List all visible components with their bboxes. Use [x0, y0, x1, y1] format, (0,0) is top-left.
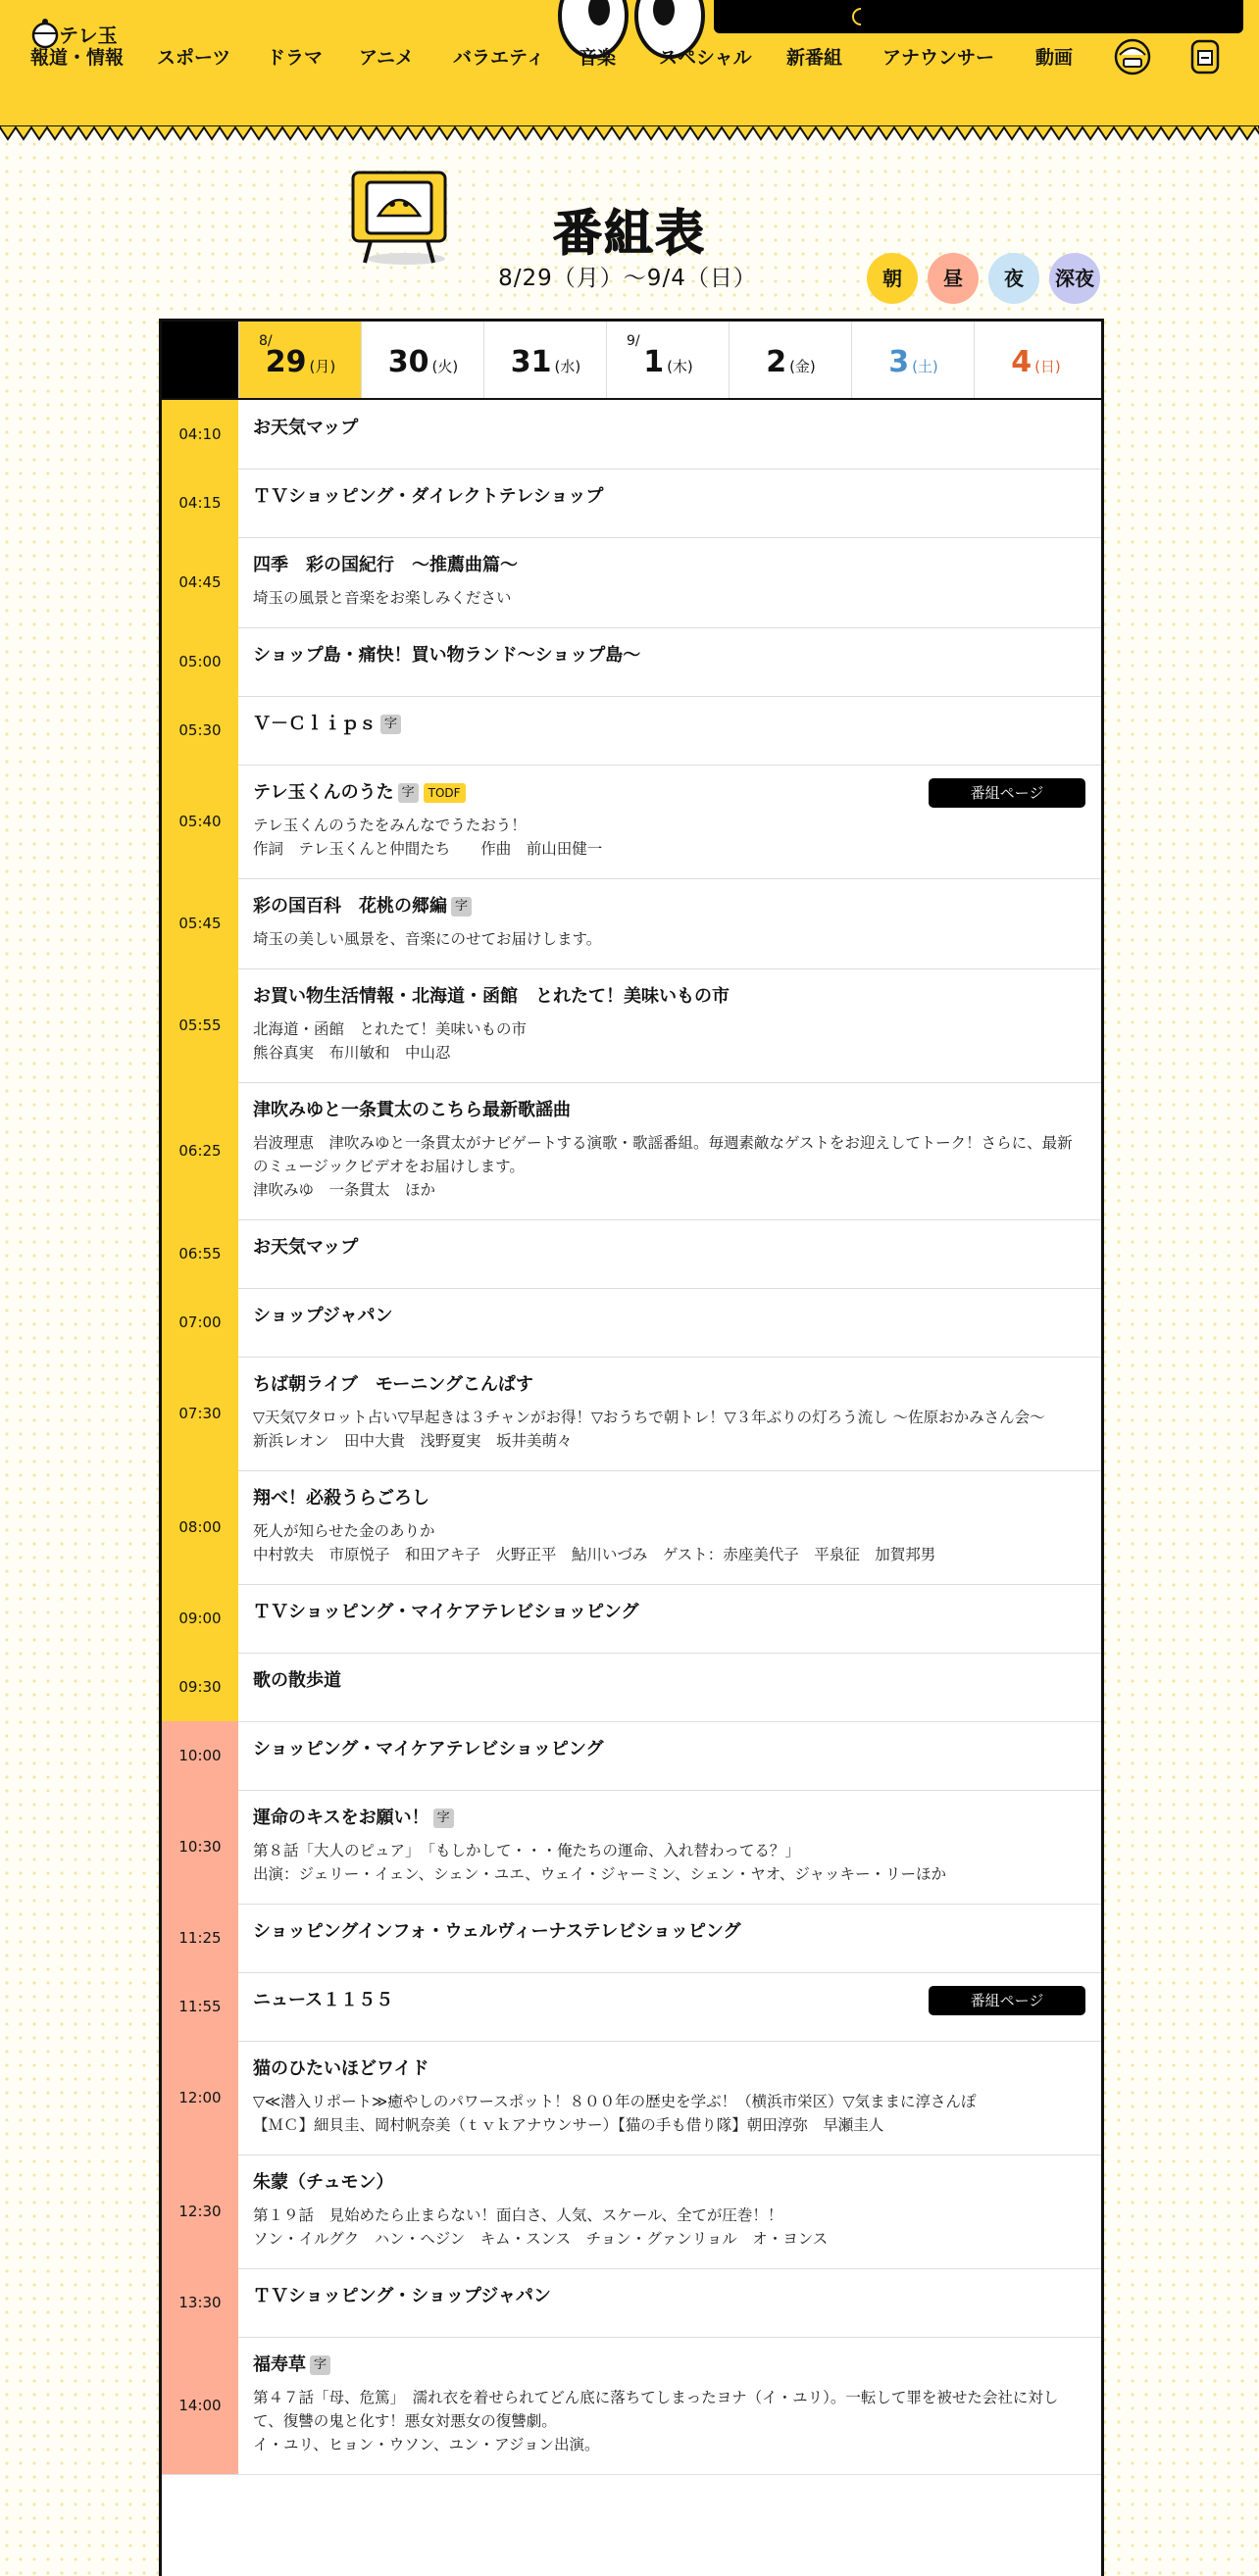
day-weekday: (水): [554, 358, 581, 375]
program-row[interactable]: [162, 627, 1101, 697]
program-title[interactable]: [253, 643, 1077, 669]
program-title[interactable]: [253, 2353, 1077, 2378]
time-filter-noon[interactable]: 昼: [928, 253, 979, 304]
program-body: [253, 1372, 1077, 1453]
program-time: 09:30: [162, 1653, 238, 1721]
program-body: [253, 2056, 1077, 2137]
program-body: [253, 484, 1077, 510]
program-title-text: ショップ島・痛快！買い物ランド～ショップ島～: [253, 645, 641, 666]
day-tab[interactable]: [361, 322, 484, 398]
program-body: [253, 643, 1077, 669]
day-weekday: (月): [309, 358, 336, 375]
program-time: 05:45: [162, 878, 238, 968]
program-body: [253, 553, 1077, 610]
program-description: [253, 1839, 1077, 1886]
program-description-line: イ・ユリ、ヒョン・ウソン、ユン・アジョン出演。: [253, 2436, 600, 2453]
day-number: 30: [387, 345, 429, 379]
program-row[interactable]: [162, 2268, 1101, 2338]
day-label: [730, 345, 852, 379]
nav-videos[interactable]: 動画: [1035, 47, 1074, 69]
day-number: 31: [510, 345, 552, 379]
program-description-line: 出演：ジェリー・イェン、シェン・ユエ、ウェイ・ジャーミン、シェン・ヤオ、ジャッキー・リーほか: [253, 1865, 947, 1883]
nav-sports[interactable]: スポーツ: [157, 47, 231, 69]
program-row[interactable]: [162, 1904, 1101, 1973]
subtitle-badge: 字: [310, 2355, 330, 2375]
main-nav: [0, 43, 1259, 78]
program-time: 12:00: [162, 2041, 238, 2155]
todf-badge: TODF: [424, 783, 466, 803]
program-title[interactable]: [253, 984, 1077, 1010]
program-title-text: 朱蒙（チュモン）: [253, 2172, 394, 2193]
program-title-text: ショッピング・マイケアテレビショッピング: [253, 1739, 604, 1759]
program-row[interactable]: [162, 2337, 1101, 2475]
program-description-line: 第４７話「母、危篤」 濡れ衣を着せられてどん底に落ちてしまったヨナ（イ・ユリ）。一転して罪を被せた会社に対して、復讐の鬼と化す！悪女対悪女の復讐劇。: [253, 2389, 1059, 2430]
program-title-text: ＴＶショッピング・ダイレクトテレショップ: [253, 486, 604, 507]
program-time: 11:55: [162, 1972, 238, 2041]
program-time: 12:30: [162, 2155, 238, 2268]
program-row[interactable]: [162, 1653, 1101, 1722]
nav-special[interactable]: スペシャル: [659, 47, 752, 69]
program-title[interactable]: [253, 1304, 1077, 1329]
program-body: [253, 1098, 1077, 1202]
day-tab[interactable]: [483, 322, 607, 398]
subtitle-badge: 字: [451, 897, 472, 916]
program-title-text: ショッピングインフォ・ウェルヴィーナステレビショッピング: [253, 1921, 741, 1942]
program-title-text: ニュース１１５５: [253, 1990, 394, 2010]
nav-music[interactable]: 音楽: [579, 47, 617, 69]
program-body: [253, 1235, 1077, 1261]
day-tab[interactable]: [729, 322, 852, 398]
program-body: [253, 2284, 1077, 2309]
nav-news[interactable]: 報道・情報: [30, 47, 125, 69]
tv-mascot-icon: [345, 165, 453, 267]
program-title-text: 津吹みゆと一条貫太のこちら最新歌謡曲: [253, 1100, 571, 1120]
day-weekday: (火): [431, 358, 459, 375]
program-title[interactable]: [253, 416, 1077, 441]
program-title-text: 福寿草: [253, 2354, 306, 2375]
day-label: [607, 345, 730, 379]
day-label: [975, 345, 1097, 379]
day-header-corner: [162, 322, 238, 398]
program-row[interactable]: [162, 1584, 1101, 1654]
program-description-line: 【ＭＣ】細貝圭、岡村帆奈美（ｔｖｋアナウンサー）【猫の手も借り隊】朝田淳弥 早瀬圭人: [253, 2116, 884, 2134]
program-time: 05:40: [162, 765, 238, 878]
program-title[interactable]: [253, 2284, 1077, 2309]
program-title-text: 歌の散歩道: [253, 1670, 341, 1691]
program-description-line: ソン・イルグク ハン・ヘジン キム・スンス チョン・グァンリョル オ・ヨンス: [253, 2230, 829, 2248]
program-time: 10:00: [162, 1721, 238, 1790]
day-number: 1: [643, 345, 665, 379]
subtitle-badge: 字: [398, 783, 419, 803]
program-title-text: お天気マップ: [253, 418, 359, 438]
program-row[interactable]: [162, 1790, 1101, 1905]
header-zigzag-edge: [0, 125, 1259, 141]
program-description: [253, 1017, 1077, 1065]
program-row[interactable]: [162, 537, 1101, 628]
subtitle-badge: 字: [433, 1808, 454, 1828]
program-row[interactable]: [162, 1357, 1101, 1471]
program-description-line: 新浜レオン 田中大貴 浅野夏実 坂井美萌々: [253, 1432, 573, 1450]
tama-bottle-icon[interactable]: [1184, 33, 1226, 76]
site-header: [0, 0, 1259, 125]
program-description-line: 岩波理恵 津吹みゆと一条貫太がナビゲートする演歌・歌謡番組。毎週素敵なゲストをお迎えしてトーク！さらに、最新のミュージックビデオをお届けします。: [253, 1134, 1073, 1175]
program-row[interactable]: [162, 878, 1101, 969]
day-weekday: (日): [1034, 358, 1061, 375]
program-time: 06:25: [162, 1082, 238, 1219]
day-month: 9/: [627, 333, 640, 349]
program-description-line: テレ玉くんのうたをみんなでうたおう！: [253, 817, 527, 834]
program-time: 07:00: [162, 1288, 238, 1357]
program-description: [253, 814, 1077, 861]
nav-anime[interactable]: アニメ: [359, 47, 415, 69]
program-time: 04:10: [162, 400, 238, 469]
day-tab[interactable]: [851, 322, 975, 398]
program-time: 10:30: [162, 1790, 238, 1904]
day-tab[interactable]: [974, 322, 1097, 398]
program-time: 05:30: [162, 696, 238, 765]
program-row[interactable]: [162, 696, 1101, 766]
nav-announcers[interactable]: アナウンサー: [882, 47, 995, 69]
program-description-line: 熊谷真実 布川敏和 中山忍: [253, 1044, 451, 1062]
program-row[interactable]: [162, 1972, 1101, 2042]
program-title[interactable]: [253, 1235, 1077, 1261]
program-row[interactable]: [162, 469, 1101, 538]
program-title[interactable]: [253, 1486, 1077, 1511]
program-description: [253, 1519, 1077, 1566]
program-time: 14:00: [162, 2337, 238, 2474]
program-body: [253, 894, 1077, 951]
program-description-line: 第１９話 見始めたら止まらない！面白さ、人気、スケール、全てが圧巻！！: [253, 2206, 783, 2224]
time-filter-night[interactable]: 夜: [988, 253, 1039, 304]
day-weekday: (金): [789, 358, 816, 375]
program-row[interactable]: [162, 968, 1101, 1083]
program-title-text: ショップジャパン: [253, 1306, 393, 1326]
program-title-text: ＴＶショッピング・マイケアテレビショッピング: [253, 1602, 639, 1622]
moon-icon[interactable]: [847, 6, 869, 27]
program-title[interactable]: [253, 2056, 1077, 2082]
program-time: 08:00: [162, 1470, 238, 1584]
day-label: [852, 345, 975, 379]
page-title: 番組表: [553, 205, 706, 262]
nav-new-programs[interactable]: 新番組: [786, 47, 843, 69]
program-title[interactable]: [253, 1372, 1077, 1398]
program-title[interactable]: [253, 894, 1077, 919]
top-bar: [714, 0, 1243, 33]
program-title[interactable]: [253, 1098, 1077, 1123]
program-body: [253, 984, 1077, 1065]
nav-variety[interactable]: バラエティ: [453, 47, 545, 69]
program-time: 13:30: [162, 2268, 238, 2337]
program-title-text: 猫のひたいほどワイド: [253, 2058, 429, 2079]
program-title-text: 彩の国百科 花桃の郷編: [253, 896, 447, 916]
program-title[interactable]: [253, 1919, 1077, 1945]
program-body: [253, 2170, 1077, 2251]
program-title[interactable]: [253, 1600, 1077, 1625]
day-tab[interactable]: [606, 322, 730, 398]
program-title-text: Ｖ－Ｃｌｉｐｓ: [253, 714, 377, 734]
program-page-button[interactable]: 番組ページ: [929, 1986, 1085, 2015]
program-title-text: 四季 彩の国紀行 ～推薦曲篇～: [253, 555, 518, 575]
day-weekday: (木): [667, 358, 693, 375]
program-time: 06:55: [162, 1219, 238, 1288]
day-number: 3: [888, 345, 910, 379]
program-title-text: ＴＶショッピング・ショップジャパン: [253, 2286, 551, 2306]
program-time: 09:00: [162, 1584, 238, 1653]
program-time: 04:45: [162, 537, 238, 627]
program-description: [253, 1406, 1077, 1453]
program-description-line: 北海道・函館 とれたて！美味いもの市: [253, 1020, 528, 1038]
nav-drama[interactable]: ドラマ: [267, 47, 324, 69]
program-title-text: お買い物生活情報・北海道・函館 とれたて！美味いもの市: [253, 986, 730, 1007]
day-label: [484, 345, 607, 379]
program-body: [253, 1919, 1077, 1945]
day-number: 4: [1011, 345, 1032, 379]
program-description: [253, 2204, 1077, 2251]
program-title[interactable]: [253, 484, 1077, 510]
program-title[interactable]: [253, 1806, 1077, 1831]
program-title[interactable]: [253, 2170, 1077, 2196]
program-body: [253, 1806, 1077, 1886]
program-row[interactable]: [162, 1470, 1101, 1585]
program-time: 05:55: [162, 968, 238, 1082]
program-row[interactable]: [162, 2155, 1101, 2269]
program-description-line: 中村敦夫 市原悦子 和田アキ子 火野正平 鮎川いづみ ゲスト：赤座美代子 平泉征 加賀邦男: [253, 1546, 936, 1563]
program-description: [253, 927, 1077, 951]
program-title[interactable]: [253, 553, 1077, 578]
time-filter-morning[interactable]: 朝: [867, 253, 918, 304]
program-row[interactable]: [162, 2041, 1101, 2155]
program-description: [253, 2386, 1077, 2456]
program-title[interactable]: [253, 1737, 1077, 1762]
program-description-line: 死人が知らせた金のありか: [253, 1522, 435, 1540]
program-title[interactable]: [253, 1668, 1077, 1694]
program-description: [253, 2090, 1077, 2137]
program-body: [253, 1600, 1077, 1625]
day-label: [362, 345, 484, 379]
program-description-line: 作詞 テレ玉くんと仲間たち 作曲 前山田健一: [253, 840, 603, 858]
program-description-line: ▽≪潜入リポート≫癒やしのパワースポット！８００年の歴史を学ぶ！（横浜市栄区）▽気ままに淳さんぽ: [253, 2093, 977, 2110]
program-title-text: お天気マップ: [253, 1237, 359, 1258]
program-body: [253, 1737, 1077, 1762]
program-time: 07:30: [162, 1357, 238, 1470]
program-title-text: 運命のキスをお願い！: [253, 1808, 429, 1828]
subtitle-badge: 字: [380, 715, 401, 734]
program-description-line: 埼玉の美しい風景を、音楽にのせてお届けします。: [253, 930, 602, 948]
program-row[interactable]: [162, 1082, 1101, 1220]
program-time: 11:25: [162, 1904, 238, 1972]
program-description-line: 埼玉の風景と音楽をお楽しみください: [253, 589, 512, 607]
program-body: [253, 416, 1077, 441]
program-row[interactable]: [162, 765, 1101, 879]
program-title-text: ちば朝ライブ モーニングこんぱす: [253, 1374, 533, 1395]
day-label: [239, 345, 362, 379]
program-description: [253, 1131, 1077, 1202]
program-body: [253, 2353, 1077, 2456]
program-description-line: 津吹みゆ 一条貫太 ほか: [253, 1181, 436, 1199]
day-month: 8/: [259, 333, 273, 349]
program-description: [253, 586, 1077, 610]
program-title-text: テレ玉くんのうた: [253, 782, 394, 803]
time-filter-late-night[interactable]: 深夜: [1049, 253, 1100, 304]
day-tab[interactable]: [238, 322, 362, 398]
program-row[interactable]: [162, 400, 1101, 470]
program-row[interactable]: [162, 1721, 1101, 1791]
day-weekday: (土): [912, 358, 938, 375]
program-description-line: ▽天気▽タロット占い▽早起きは３チャンがお得！▽おうちで朝トレ！▽３年ぶりの灯ろう流し ～佐原おかみさん会～: [253, 1409, 1045, 1426]
tama-mascot-icon[interactable]: [1112, 33, 1153, 76]
day-number: 29: [265, 345, 307, 379]
program-body: [253, 712, 1077, 737]
program-title-text: 翔べ！必殺うらごろし: [253, 1488, 429, 1509]
program-title[interactable]: [253, 712, 1077, 737]
program-body: [253, 1668, 1077, 1694]
program-row[interactable]: [162, 1219, 1101, 1289]
program-time: 04:15: [162, 469, 238, 537]
day-number: 2: [766, 345, 787, 379]
program-row[interactable]: [162, 1288, 1101, 1358]
schedule-table: [159, 319, 1104, 2576]
logo-text[interactable]: テレ玉: [59, 24, 118, 47]
date-range: 8/29（月）〜9/4（日）: [498, 266, 757, 291]
program-body: [253, 1304, 1077, 1329]
program-description-line: 第８話「大人のピュア」 「もしかして・・・俺たちの運命、入れ替わってる？」: [253, 1842, 800, 1859]
program-time: 05:00: [162, 627, 238, 696]
program-page-button[interactable]: 番組ページ: [929, 778, 1085, 808]
program-body: [253, 1486, 1077, 1566]
day-header-row: [162, 322, 1101, 400]
